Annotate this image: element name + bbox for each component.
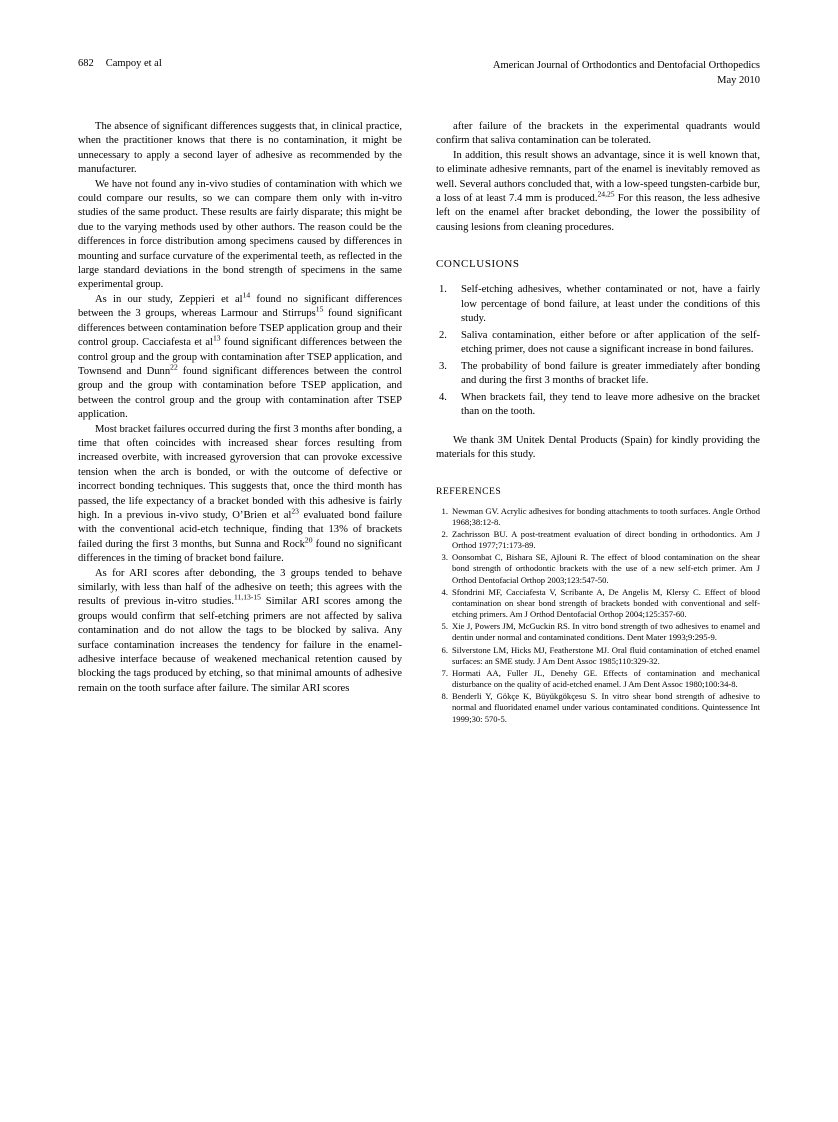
text-run: found significant differences between the control group and the group with contamination after TSEP application, and Townsend and Dunn (78, 337, 402, 377)
running-head (78, 58, 760, 88)
acknowledgement: We thank 3M Unitek Dental Products (Spain) for kindly providing the materials for this study. (436, 434, 760, 461)
left-column (78, 120, 402, 696)
reference-item (436, 587, 760, 621)
reference-number: 2. (441, 528, 448, 539)
paragraph-citations (78, 290, 403, 423)
text-run: As for ARI scores after debonding, the 3 groups tended to behave similarly, with less than half of the adhesive on teeth; this agrees with the results of previous in-vitro studies. (78, 567, 402, 608)
reference-text: Oonsombat C, Bishara SE, Ajlouni R. The effect of blood contamination on the shear bond strength of orthodontic brackets with the use of a new self-etch primer. Am J Orthod Dentofacial Orthop 2003;123:547-50. (452, 552, 760, 585)
text-run: found no significant differences between the 3 groups, whereas Larmour and Stirrups (78, 293, 403, 320)
reference-item (436, 552, 760, 586)
issue-date: May 2010 (717, 75, 760, 87)
conclusions-heading: CONCLUSIONS (436, 258, 520, 271)
page-number: 682 (78, 58, 94, 69)
citation-ref: 22 (170, 362, 178, 372)
text-run: found no significant differences in the timing of bracket bond failure. (78, 538, 402, 565)
references-heading: REFERENCES (436, 485, 502, 497)
references-list (436, 506, 760, 725)
paragraph-citations (78, 423, 402, 567)
reference-text: Newman GV. Acrylic adhesives for bonding attachments to tooth surfaces. Angle Orthod 1968;38:12-8. (452, 505, 760, 527)
reference-text: Hormati AA, Fuller JL, Denehy GE. Effects of contamination and mechanical disturbance on the quality of acid-etched enamel. J Am Dent Assoc 1980;100:34-8. (452, 667, 760, 690)
text-run: Most bracket failures occurred during the first 3 months after bonding, a time that often coincides with increased shear forces resulting from increased overbite, with increased gyroversion that can provoke excessive tension when the arch is bonded, or with the outcome of defective or incorrect bonding techniques. This suggests that, once the third month has passed, the life expectancy of a bracket bonded with this adhesive is fairly high. In a previous in-vivo study, O (78, 423, 402, 521)
conclusions-list (436, 283, 760, 420)
reference-text: Zachrisson BU. A post-treatment evaluation of direct bonding in orthodontics. Am J Orthod 1977;71:173-89. (452, 528, 760, 551)
citation-ref: 24,25 (597, 189, 615, 199)
list-item-number: 3. (439, 360, 447, 372)
list-item (436, 360, 760, 389)
paragraph: We have not found any in-vivo studies of contamination with which we could compare our results, so we can compare them only with in-vitro studies of the same product. These results are fairly disparate; this might be due to the varying methods used by other authors. The reason could be the differences in force distribution among specimens caused by differences in mounting and surface curvature of the experimental teeth, as reflected in the large standard deviations in the bond strength of specimens in the same experimental group. (78, 178, 402, 291)
reference-number: 7. (441, 667, 448, 678)
text-run: Brien et al (243, 509, 292, 521)
reference-number: 8. (441, 691, 448, 702)
citation-ref: 11,13-15 (234, 592, 261, 602)
reference-text: Sfondrini MF, Cacciafesta V, Scribante A, De Angelis M, Klersy C. Effect of blood contamination on shear bond strength of brackets bonded with conventional and self-etching primers. Am J Orthod Dentofacial Orthop 2004;125:357-60. (452, 586, 760, 620)
running-head-left (78, 58, 162, 69)
text-run: ’ (239, 509, 244, 521)
text-run: As in our study, Zeppieri et al (95, 293, 243, 305)
paragraph-citations (436, 149, 760, 235)
list-item (436, 391, 760, 420)
reference-number: 3. (441, 552, 448, 563)
list-item-text: When brackets fail, they tend to leave more adhesive on the bracket than on the tooth. (461, 391, 760, 418)
list-item-text: The probability of bond failure is greater immediately after bonding and during the first 3 months of bracket life. (461, 360, 760, 387)
list-item (436, 329, 760, 358)
text-run: In addition, this result shows an advantage, since it is well known that, to eliminate adhesive remnants, part of the enamel is inevitably removed as well. Several authors concluded that, with a low-speed tungsten-carbide bur, a loss of at least 7.4 mm is produced. (436, 149, 760, 205)
list-item-text: Self-etching adhesives, whether contaminated or not, have a fairly low percentage of bond failure, at least under the conditions of this study. (461, 284, 760, 325)
reference-item (436, 506, 760, 528)
reference-text: Xie J, Powers JM, McGuckin RS. In vitro bond strength of two adhesives to enamel and dentin under normal and contaminated conditions. Dent Mater 1993;9:295-9. (452, 621, 760, 643)
reference-item (436, 645, 760, 667)
text-run: Similar ARI scores among the groups would confirm that self-etching primers are not affected by saliva contamination and do not allow the tags to be blocked by saliva. Any surface contamination increases the tendency for failure in the enamel-adhesive interface because of weakened mechanical retention caused by blocking the tags produced by etching, so that minimal amounts of adhesive remain on the tooth surface after failure. The similar ARI scores (78, 596, 403, 694)
reference-text: Benderli Y, Gökçe K, Büyükgökçesu S. In vitro shear bond strength of adhesive to normal and fluoridated enamel under various contaminated conditions. Quintessence Int 1999;30: 570-5. (452, 691, 760, 724)
paragraph: after failure of the brackets in the experimental quadrants would confirm that saliva contamination can be tolerated. (436, 121, 760, 147)
list-item-text: Saliva contamination, either before or after application of the self-etching primer, does not cause a significant increase in bond failures. (461, 329, 760, 356)
journal-name: American Journal of Orthodontics and Dentofacial Orthopedics (492, 60, 760, 71)
running-head-right (493, 58, 760, 88)
right-column (436, 120, 760, 726)
reference-item (436, 529, 760, 551)
citation-ref: 20 (304, 535, 313, 545)
list-item (436, 283, 760, 327)
citation-ref: 13 (212, 333, 221, 343)
reference-number: 5. (441, 621, 448, 632)
text-run: evaluated bond failure with the conventional acid-etch technique, finding that 13% of brackets failed during the first 3 months, but Sunna and Rock (78, 509, 402, 550)
paragraph-citations (78, 567, 402, 697)
text-run: For this reason, the less adhesive left on the enamel after bracket debonding, the lower the possibility of causing lesions from cleaning procedures. (436, 193, 760, 233)
running-head-authors: Campoy et al (105, 58, 162, 69)
text-run: found significant differences between the control group and the group with contamination before TSEP application, and between the control group and the group with contamination after TSEP application. (78, 365, 402, 421)
reference-number: 1. (441, 505, 448, 516)
reference-item (436, 621, 760, 643)
reference-text: Silverstone LM, Hicks MJ, Featherstone MJ. Oral fluid contamination of etched enamel surfaces: an SME study. J Am Dent Assoc 1985;110:329-32. (452, 644, 760, 666)
list-item-number: 4. (439, 391, 447, 403)
list-item-number: 1. (439, 284, 447, 296)
text-run: found significant differences between contamination before TSEP application group and their control group. Cacciafesta et al (78, 308, 403, 349)
list-item-number: 2. (439, 329, 447, 341)
citation-ref: 23 (291, 506, 299, 516)
reference-number: 6. (441, 644, 448, 655)
reference-number: 4. (441, 586, 448, 597)
citation-ref: 14 (242, 290, 251, 300)
reference-item (436, 668, 760, 690)
citation-ref: 15 (315, 304, 324, 314)
paragraph: The absence of significant differences suggests that, in clinical practice, when the practitioner knows that there is no contamination, it might be unnecessary to apply a second layer of adhesive as recommended by the manufacturer. (78, 121, 402, 176)
reference-item (436, 691, 760, 725)
